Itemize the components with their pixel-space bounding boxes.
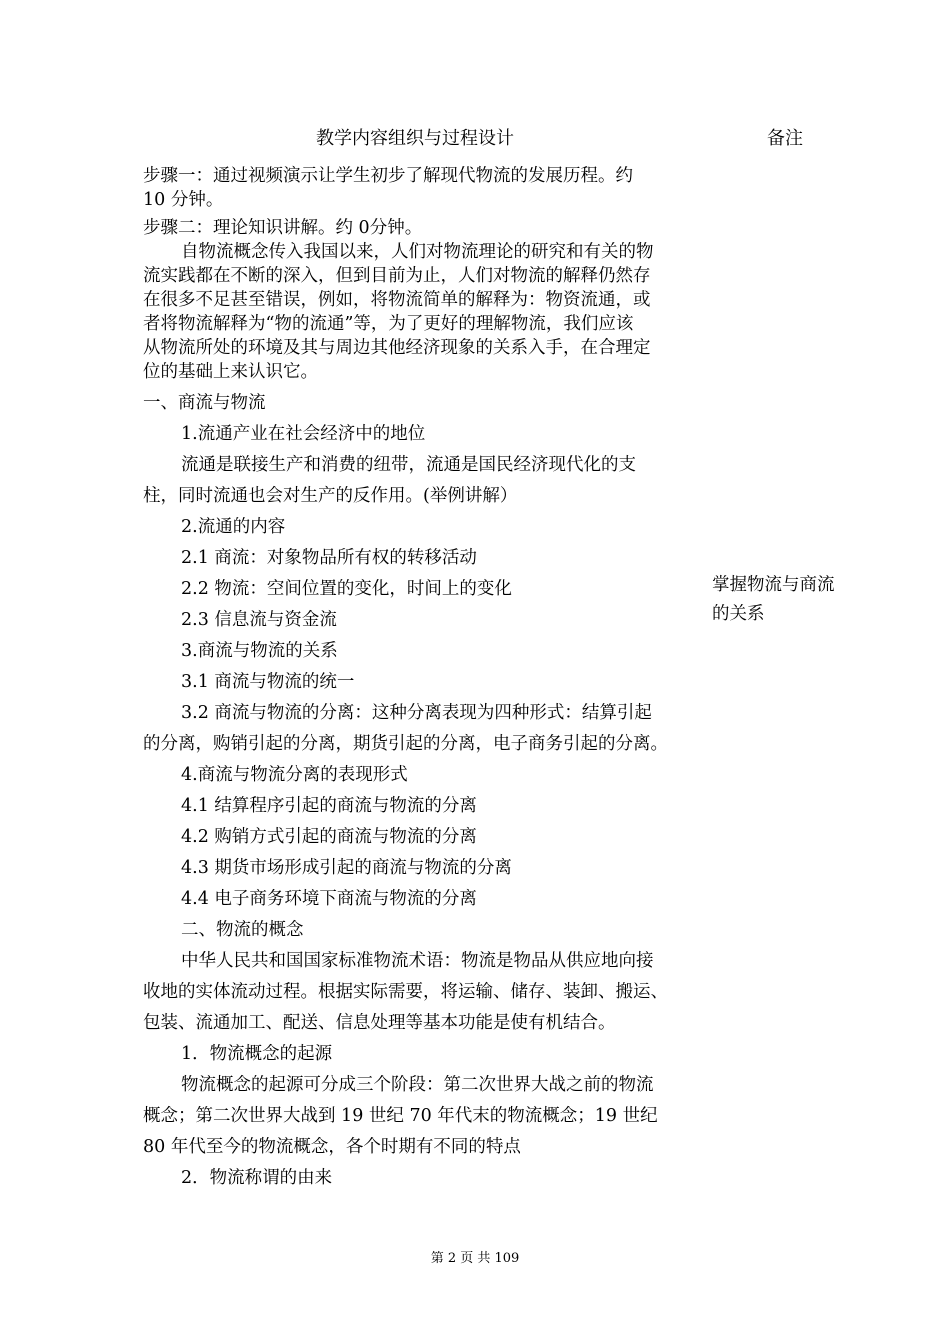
paragraph-line: 包装、流通加工、配送、信息处理等基本功能是使有机结合。 [143,1013,616,1033]
side-note-line: 的关系 [712,604,765,624]
item-3-2-line2: 的分离，购销引起的分离，期货引起的分离，电子商务引起的分离。 [143,734,668,754]
item-2-3: 2.3 信息流与资金流 [181,610,337,630]
subheading-1-3: 3.商流与物流的关系 [181,641,338,661]
item-2-1: 2.1 商流：对象物品所有权的转移活动 [181,548,477,568]
main-content [143,164,699,1194]
paragraph-line: 80 年代至今的物流概念，各个时期有不同的特点 [143,1137,521,1157]
item-3-2-line1: 3.2 商流与物流的分离：这种分离表现为四种形式：结算引起 [181,703,652,723]
subheading-2-1: 1．物流概念的起源 [181,1044,333,1064]
subheading-2-2: 2．物流称谓的由来 [181,1168,333,1188]
subheading-1-2: 2.流通的内容 [181,517,286,537]
paragraph-line: 中华人民共和国国家标准物流术语：物流是物品从供应地向接 [181,951,654,971]
item-2-2: 2.2 物流：空间位置的变化，时间上的变化 [181,579,512,599]
intro-line: 流实践都在不断的深入，但到目前为止，人们对物流的解释仍然存 [143,266,651,286]
intro-line: 在很多不足甚至错误，例如，将物流简单的解释为：物资流通，或 [143,290,651,310]
section-heading-1: 一、商流与物流 [143,393,266,413]
side-note-line: 掌握物流与商流 [712,575,835,595]
intro-line: 位的基础上来认识它。 [143,362,318,382]
page-footer: 第 2 页 共 109 [430,1251,520,1266]
side-note [712,571,872,629]
item-4-2: 4.2 购销方式引起的商流与物流的分离 [181,827,477,847]
column-title: 教学内容组织与过程设计 [316,128,514,149]
paragraph-line: 柱，同时流通也会对生产的反作用。(举例讲解） [143,486,518,506]
intro-line: 从物流所处的环境及其与周边其他经济现象的关系入手，在合理定 [143,338,651,358]
step-one-line2: 10 分钟。 [143,190,224,210]
step-one-line1: 步骤一：通过视频演示让学生初步了解现代物流的发展历程。约 [143,166,633,186]
paragraph-line: 物流概念的起源可分成三个阶段：第二次世界大战之前的物流 [181,1075,654,1095]
paragraph-line: 收地的实体流动过程。根据实际需要，将运输、储存、装卸、搬运、 [143,982,668,1002]
intro-line: 者将物流解释为“物的流通”等，为了更好的理解物流，我们应该 [143,314,634,334]
paragraph-line: 流通是联接生产和消费的纽带，流通是国民经济现代化的支 [181,455,636,475]
section-heading-2: 二、物流的概念 [181,920,304,940]
paragraph-line: 概念；第二次世界大战到 19 世纪 70 年代末的物流概念；19 世纪 [143,1106,658,1126]
intro-line: 自物流概念传入我国以来，人们对物流理论的研究和有关的物 [181,242,654,262]
item-4-1: 4.1 结算程序引起的商流与物流的分离 [181,796,477,816]
subheading-1-4: 4.商流与物流分离的表现形式 [181,765,408,785]
item-4-3: 4.3 期货市场形成引起的商流与物流的分离 [181,858,512,878]
step-two: 步骤二：理论知识讲解。约 0分钟。 [143,218,423,238]
item-3-1: 3.1 商流与物流的统一 [181,672,355,692]
note-column-title: 备注 [767,128,803,149]
item-4-4: 4.4 电子商务环境下商流与物流的分离 [181,889,477,909]
subheading-1-1: 1.流通产业在社会经济中的地位 [181,424,426,444]
